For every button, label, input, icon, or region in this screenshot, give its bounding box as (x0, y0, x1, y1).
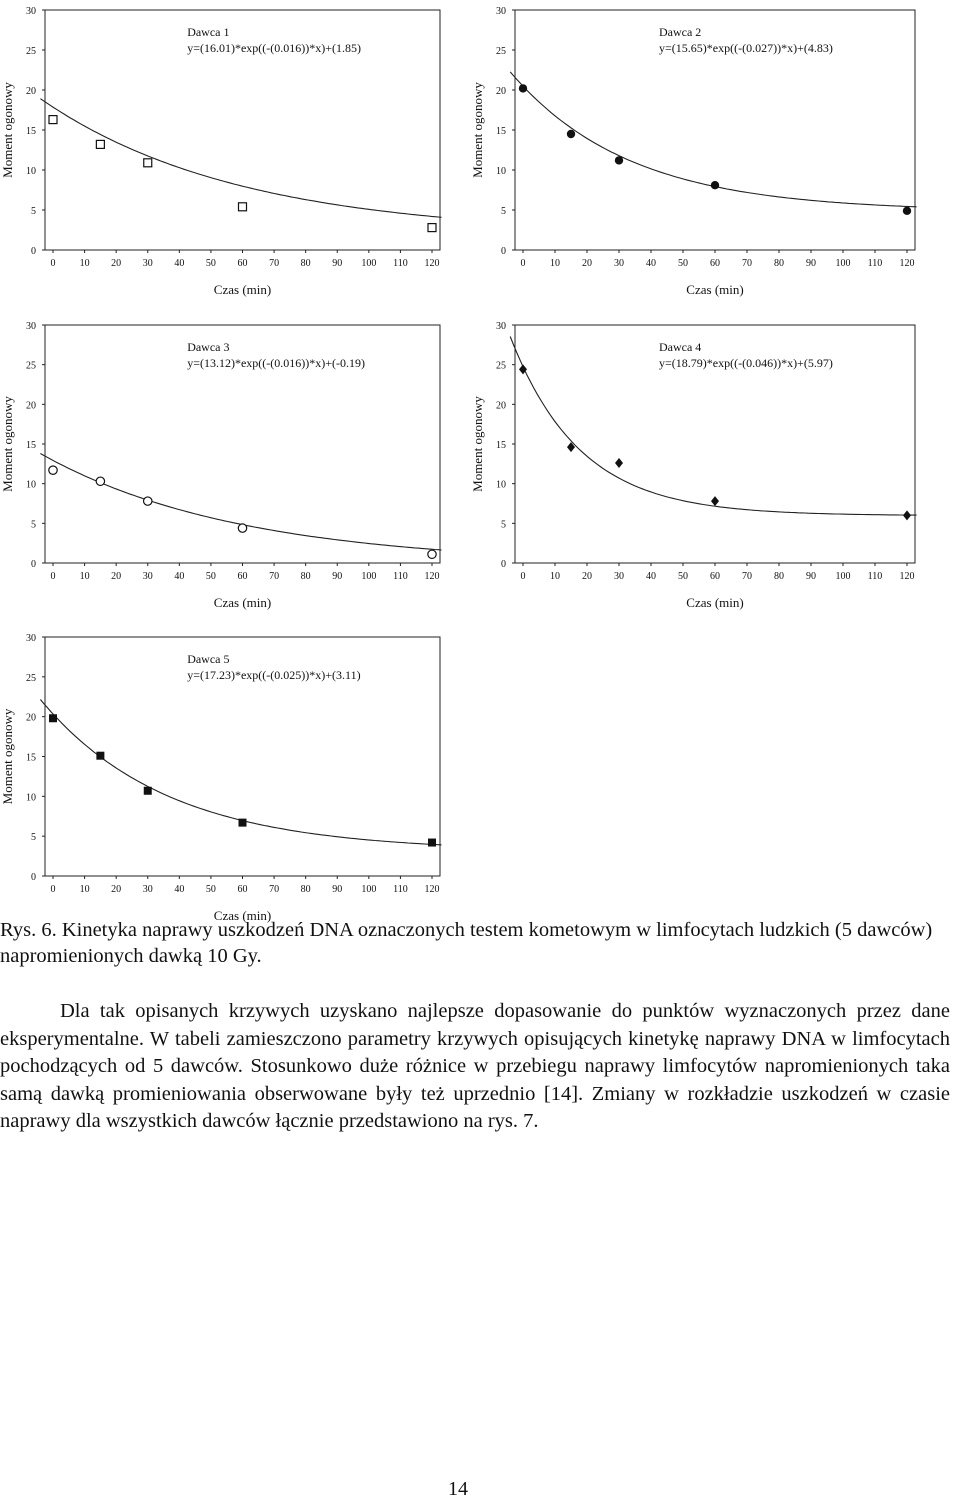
y-tick-label: 25 (496, 46, 506, 57)
data-point (519, 84, 527, 92)
x-tick-label: 120 (899, 258, 915, 269)
x-tick-label: 90 (332, 571, 343, 582)
x-tick-label: 110 (393, 884, 408, 895)
x-tick-label: 30 (142, 571, 153, 582)
y-tick-label: 25 (26, 46, 36, 57)
x-tick-label: 0 (50, 258, 56, 269)
y-axis-label: Moment ogonowy (470, 82, 485, 178)
data-point (49, 466, 57, 474)
y-tick-label: 10 (26, 166, 36, 177)
x-tick-label: 50 (205, 884, 216, 895)
fit-curve (40, 454, 441, 551)
x-tick-label: 60 (237, 571, 248, 582)
fit-equation: y=(16.01)*exp((-(0.016))*x)+(1.85) (187, 41, 362, 55)
dawca-title: Dawca 1 (187, 25, 230, 39)
data-point (711, 181, 719, 189)
x-tick-label: 100 (835, 571, 851, 582)
x-axis-label: Czas (min) (686, 595, 744, 610)
figure-caption: Rys. 6. Kinetyka naprawy uszkodzeń DNA oznaczonych testem kometowym w limfocytach ludzkich (5 dawców) napromienionych dawką 10 Gy. (0, 919, 933, 967)
x-tick-label: 40 (646, 571, 656, 582)
x-tick-label: 90 (332, 258, 343, 269)
y-tick-label: 20 (26, 712, 36, 724)
y-tick-label: 30 (496, 321, 506, 332)
x-tick-label: 30 (614, 258, 624, 269)
x-tick-label: 40 (646, 258, 656, 269)
data-point (903, 207, 911, 215)
x-tick-label: 80 (774, 258, 784, 269)
data-point (615, 458, 623, 468)
chart-panel-2 (470, 6, 917, 297)
data-point (144, 497, 152, 505)
x-tick-label: 50 (678, 258, 688, 269)
data-point (239, 203, 247, 211)
y-tick-label: 0 (31, 246, 36, 257)
dawca-title: Dawca 4 (659, 340, 702, 354)
y-tick-label: 5 (31, 206, 36, 217)
data-point (428, 839, 436, 847)
fit-equation: y=(13.12)*exp((-(0.016))*x)+(-0.19) (187, 356, 366, 370)
chart-panel-4 (470, 321, 917, 610)
y-tick-label: 0 (31, 872, 36, 883)
x-axis-label: Czas (min) (213, 595, 272, 610)
x-tick-label: 70 (742, 571, 752, 582)
x-tick-label: 0 (50, 884, 56, 895)
x-tick-label: 90 (806, 258, 816, 269)
y-tick-label: 10 (26, 792, 36, 804)
data-point (903, 510, 911, 520)
y-tick-label: 0 (31, 559, 36, 570)
x-tick-label: 120 (899, 571, 915, 582)
y-axis-label: Moment ogonowy (470, 396, 485, 492)
x-tick-label: 10 (550, 571, 560, 582)
y-tick-label: 20 (26, 400, 36, 412)
x-axis-label: Czas (min) (686, 282, 744, 297)
x-tick-label: 100 (361, 571, 377, 582)
dawca-title: Dawca 2 (659, 25, 702, 39)
x-tick-label: 60 (237, 884, 248, 895)
y-tick-label: 0 (501, 246, 506, 257)
y-tick-label: 25 (26, 360, 36, 372)
y-tick-label: 10 (26, 479, 36, 491)
x-tick-label: 60 (710, 258, 720, 269)
y-tick-label: 25 (26, 672, 36, 684)
x-tick-label: 120 (424, 884, 440, 895)
x-tick-label: 120 (424, 258, 440, 269)
x-axis-label: Czas (min) (213, 908, 272, 923)
x-tick-label: 20 (111, 258, 122, 269)
y-tick-label: 10 (496, 479, 506, 491)
x-tick-label: 10 (79, 884, 90, 895)
y-tick-label: 30 (26, 633, 36, 644)
x-axis-label: Czas (min) (213, 282, 272, 297)
x-tick-label: 100 (361, 884, 377, 895)
body-paragraph: Dla tak opisanych krzywych uzyskano najlepsze dopasowanie do punktów wyznaczonych przez dane eksperymentalne. W tabeli zamieszczono parametry krzywych opisujących kinetykę naprawy DNA w limfocytach pochodzących od 5 dawców. Stosunkowo duże różnice w przebiegu naprawy limfocytów napromienionych taka samą dawką promieniowania obserwowane były też uprzednio [14]. Zmiany w rozkładzie uszkodzeń w czasie naprawy dla wszystkich dawców łącznie przedstawiono na rys. 7. (0, 1000, 950, 1132)
y-tick-label: 5 (501, 519, 506, 531)
y-tick-label: 15 (496, 440, 506, 451)
x-tick-label: 20 (111, 884, 122, 895)
x-tick-label: 70 (269, 571, 280, 582)
data-point (96, 140, 104, 148)
y-axis-label: Moment ogonowy (0, 396, 15, 492)
data-point (238, 524, 246, 532)
data-point (49, 714, 57, 722)
data-point (96, 477, 104, 485)
x-tick-label: 70 (269, 258, 280, 269)
x-tick-label: 120 (424, 571, 440, 582)
fit-equation: y=(17.23)*exp((-(0.025))*x)+(3.11) (187, 668, 361, 682)
data-point (567, 130, 575, 138)
y-tick-label: 15 (496, 126, 506, 137)
x-tick-label: 20 (582, 571, 592, 582)
x-tick-label: 0 (520, 258, 526, 269)
chart-panel-5 (0, 633, 442, 923)
y-tick-label: 5 (501, 206, 506, 217)
x-tick-label: 60 (237, 258, 248, 269)
x-tick-label: 20 (111, 571, 122, 582)
x-tick-label: 110 (867, 571, 883, 582)
data-point (96, 752, 104, 760)
data-point (144, 787, 152, 795)
x-tick-label: 30 (142, 258, 153, 269)
x-tick-label: 40 (174, 884, 185, 895)
y-tick-label: 5 (31, 519, 36, 531)
x-tick-label: 30 (142, 884, 153, 895)
x-tick-label: 90 (806, 571, 816, 582)
x-tick-label: 50 (205, 571, 216, 582)
fit-curve (40, 99, 441, 218)
data-point (49, 116, 57, 124)
data-point (239, 819, 247, 827)
y-tick-label: 10 (496, 166, 506, 177)
x-tick-label: 50 (678, 571, 688, 582)
chart-panel-3 (0, 321, 442, 610)
page-number: 14 (448, 1478, 468, 1500)
dawca-title: Dawca 3 (187, 340, 230, 354)
data-point (428, 224, 436, 232)
y-axis-label: Moment ogonowy (0, 82, 15, 178)
data-point (711, 496, 719, 506)
x-tick-label: 10 (550, 258, 560, 269)
x-tick-label: 10 (79, 571, 90, 582)
y-axis-label: Moment ogonowy (0, 708, 15, 805)
y-tick-label: 15 (26, 440, 36, 451)
y-tick-label: 0 (501, 559, 506, 570)
x-tick-label: 90 (332, 884, 343, 895)
x-tick-label: 100 (835, 258, 851, 269)
y-tick-label: 20 (496, 86, 506, 97)
x-tick-label: 110 (393, 258, 408, 269)
x-tick-label: 70 (269, 884, 280, 895)
chart-panel-1 (0, 6, 442, 297)
x-tick-label: 80 (774, 571, 784, 582)
x-tick-label: 80 (300, 884, 311, 895)
y-tick-label: 20 (496, 400, 506, 412)
data-point (144, 159, 152, 167)
x-tick-label: 80 (300, 571, 311, 582)
x-tick-label: 0 (520, 571, 526, 582)
data-point (615, 156, 623, 164)
x-tick-label: 50 (205, 258, 216, 269)
fit-equation: y=(18.79)*exp((-(0.046))*x)+(5.97) (659, 356, 833, 370)
x-tick-label: 110 (393, 571, 408, 582)
x-tick-label: 110 (867, 258, 883, 269)
y-tick-label: 30 (26, 321, 36, 332)
y-tick-label: 25 (496, 360, 506, 372)
x-tick-label: 70 (742, 258, 752, 269)
x-tick-label: 60 (710, 571, 720, 582)
x-tick-label: 30 (614, 571, 624, 582)
x-tick-label: 100 (361, 258, 377, 269)
x-tick-label: 80 (300, 258, 311, 269)
y-tick-label: 20 (26, 86, 36, 97)
x-tick-label: 20 (582, 258, 592, 269)
x-tick-label: 40 (174, 571, 185, 582)
x-tick-label: 10 (79, 258, 90, 269)
x-tick-label: 40 (174, 258, 185, 269)
y-tick-label: 15 (26, 126, 36, 137)
y-tick-label: 5 (31, 832, 36, 844)
dawca-title: Dawca 5 (187, 652, 230, 666)
fit-equation: y=(15.65)*exp((-(0.027))*x)+(4.83) (659, 41, 833, 55)
y-tick-label: 15 (26, 752, 36, 764)
y-tick-label: 30 (26, 6, 36, 17)
x-tick-label: 0 (50, 571, 56, 582)
y-tick-label: 30 (496, 6, 506, 17)
data-point (428, 550, 436, 558)
